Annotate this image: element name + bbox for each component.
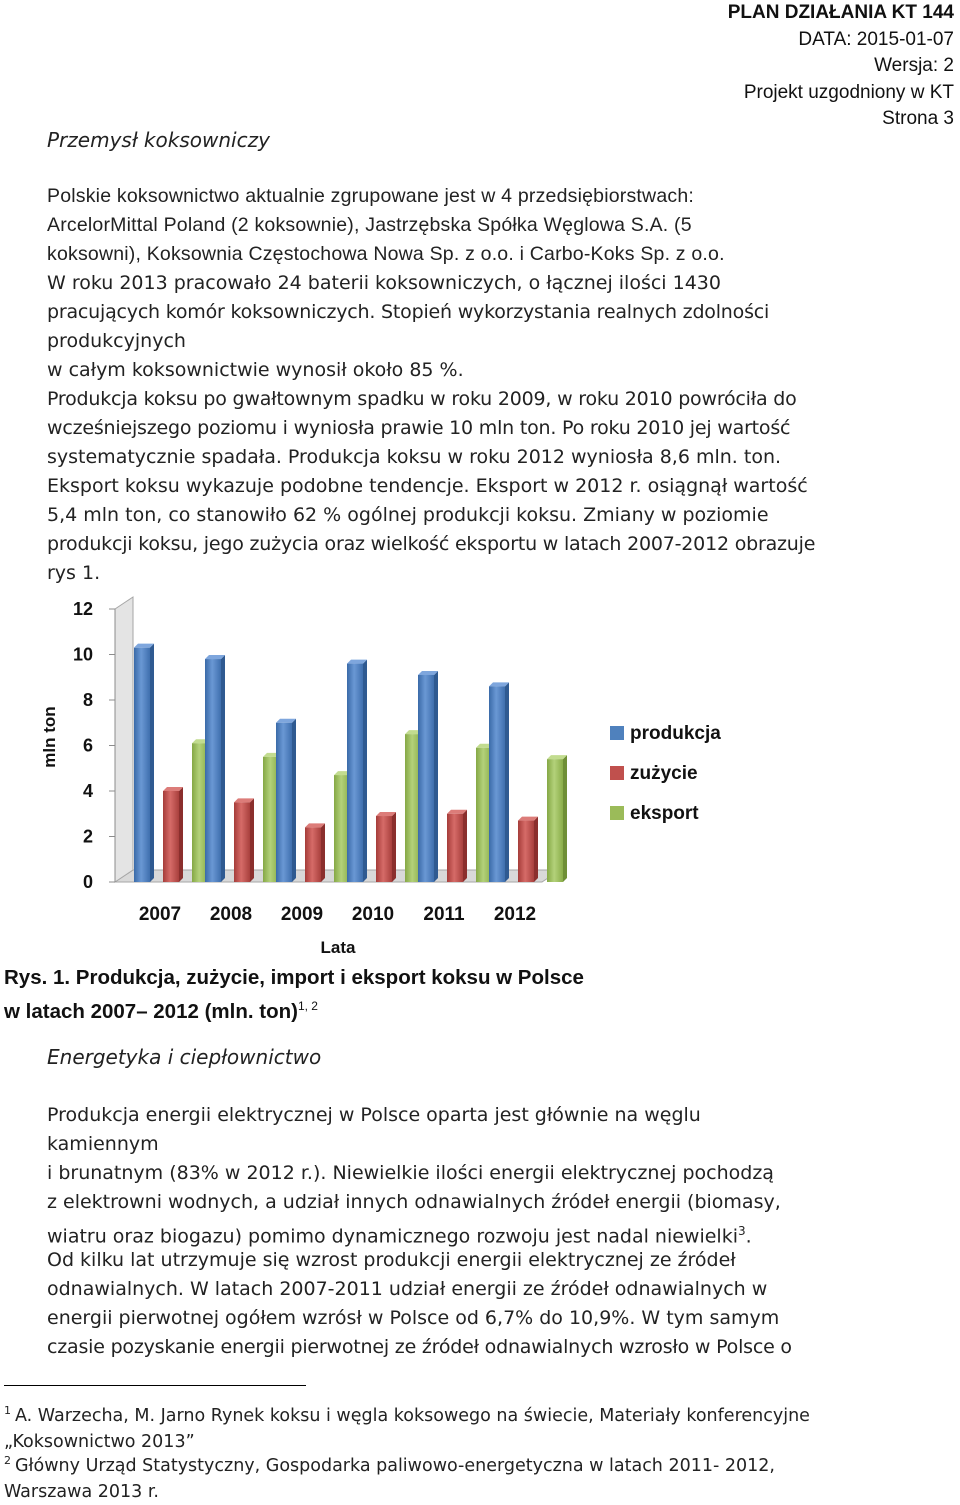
page-number: Strona 3 <box>882 108 954 129</box>
paragraph-line: Polskie koksownictwo aktualnie zgrupowane jest w 4 przedsiębiorstwach: <box>47 185 694 207</box>
bar-side <box>250 798 254 882</box>
paragraph-line: Produkcja koksu po gwałtownym spadku w roku 2009, w roku 2010 powróciła do <box>47 388 797 410</box>
bar-side <box>363 660 367 882</box>
paragraph-line: 5,4 mln ton, co stanowiło 62 % ogólnej produkcji koksu. Zmiany w poziomie <box>47 504 769 526</box>
bar-produkcja-2008 <box>205 659 221 882</box>
legend-label: eksport <box>630 803 699 824</box>
bar-produkcja-2009 <box>276 723 292 882</box>
paragraph-line: produkcji koksu, jego zużycia oraz wielkość eksportu w latach 2007-2012 obrazuje <box>47 533 816 555</box>
document-header <box>534 0 954 133</box>
caption-line-text: w latach 2007– 2012 (mln. ton) <box>4 999 298 1023</box>
document-status: Projekt uzgodniony w KT <box>743 81 954 103</box>
bar-produkcja-2012 <box>489 686 505 882</box>
paragraph-line: kamiennym <box>47 1133 159 1155</box>
caption-footnote-refs: 1, 2 <box>297 999 318 1013</box>
x-axis-label: Lata <box>320 938 356 957</box>
paragraph-line: w całym koksownictwie wynosił około 85 %. <box>47 359 464 381</box>
footnote-text: A. Warzecha, M. Jarno Rynek koksu i węgla koksowego na świecie, Materiały konferencyjne <box>15 1405 810 1426</box>
paragraph-line: Produkcja energii elektrycznej w Polsce oparta jest głównie na węglu <box>47 1104 701 1126</box>
figure-caption <box>4 963 584 1026</box>
paragraph-line: W roku 2013 pracowało 24 baterii koksowniczych, o łącznej ilości 1430 <box>47 272 721 294</box>
footnote-2 <box>4 1448 954 1505</box>
paragraph-line: koksowni), Koksownia Częstochowa Nowa Sp. z o.o. i Carbo-Koks Sp. z o.o. <box>47 243 725 265</box>
section-title-coke: Przemysł koksowniczy <box>47 128 270 152</box>
document-date: DATA: 2015-01-07 <box>798 28 954 50</box>
bar-side <box>321 823 325 882</box>
bar-zużycie-2012 <box>518 821 534 882</box>
bar-zużycie-2007 <box>163 791 179 882</box>
legend-label: zużycie <box>630 763 698 784</box>
paragraph-line: wcześniejszego poziomu i wyniosła prawie 10 mln ton. Po roku 2010 jej wartość <box>47 417 791 439</box>
footnote-number: 2 <box>4 1454 11 1467</box>
x-tick-label: 2009 <box>280 904 324 925</box>
y-tick-label: 6 <box>82 735 93 756</box>
footnote-1 <box>4 1398 954 1455</box>
paragraph-line: systematycznie spadała. Produkcja koksu w roku 2012 wyniosła 8,6 mln. ton. <box>47 446 782 468</box>
bar-zużycie-2010 <box>376 816 392 882</box>
bar-side <box>292 719 296 882</box>
legend-swatch <box>610 726 624 740</box>
paragraph-line-text: wiatru oraz biogazu) pomimo dynamicznego rozwoju jest nadal niewielki <box>47 1225 738 1248</box>
footnote-text: Warszawa 2013 r. <box>4 1481 159 1502</box>
bar-side <box>505 682 509 882</box>
x-tick-label: 2012 <box>493 904 537 925</box>
legend-label: produkcja <box>630 723 721 744</box>
paragraph-line: ArcelorMittal Poland (2 koksownie), Jastrzębska Spółka Węglowa S.A. (5 <box>47 214 692 236</box>
footnote-text: „Koksownictwo 2013” <box>4 1431 195 1452</box>
y-axis-label: mln ton <box>40 706 59 768</box>
paragraph-line: pracujących komór koksowniczych. Stopień wykorzystania realnych zdolności <box>47 301 770 323</box>
bar-produkcja-2007 <box>134 648 150 882</box>
document-version: Wersja: 2 <box>874 55 954 76</box>
section-title-energy: Energetyka i ciepłownictwo <box>47 1045 322 1069</box>
bar-side <box>221 655 225 882</box>
y-tick-label: 8 <box>82 690 93 710</box>
caption-line <box>4 992 584 1026</box>
paragraph-line: czasie pozyskanie energii pierwotnej ze źródeł odnawialnych wzrosło w Polsce o <box>47 1336 792 1358</box>
paragraph-line: odnawialnych. W latach 2007-2011 udział energii ze źródeł odnawialnych w <box>47 1278 768 1300</box>
paragraph-line: Eksport koksu wykazuje podobne tendencje. Eksport w 2012 r. osiągnął wartość <box>47 475 808 497</box>
y-tick-label: 10 <box>72 644 93 665</box>
paragraph-line: energii pierwotnej ogółem wzrósł w Polsce od 6,7% do 10,9%. W tym samym <box>47 1307 780 1329</box>
chart-legend <box>610 723 721 824</box>
section-energy-body <box>47 1101 955 1362</box>
bar-zużycie-2011 <box>447 814 463 882</box>
paragraph-line: i brunatnym (83% w 2012 r.). Niewielkie ilości energii elektrycznej pochodzą <box>47 1162 774 1184</box>
x-tick-label: 2008 <box>209 904 253 925</box>
x-axis <box>139 904 536 925</box>
x-tick-label: 2007 <box>138 904 182 925</box>
footnote-separator <box>4 1385 306 1386</box>
paragraph-line: produkcyjnych <box>47 330 186 352</box>
y-tick-label: 12 <box>72 599 93 619</box>
bar-side <box>434 671 438 882</box>
bar-side <box>463 810 467 882</box>
plan-title: PLAN DZIAŁANIA KT 144 <box>727 2 954 23</box>
bar-produkcja-2010 <box>347 664 363 882</box>
bar-zużycie-2008 <box>234 802 250 882</box>
bar-series <box>134 644 567 882</box>
legend-swatch <box>610 806 624 820</box>
footnote-number: 1 <box>4 1404 11 1417</box>
paragraph-line: rys 1. <box>47 562 101 584</box>
y-tick-label: 4 <box>82 781 93 801</box>
coke-bar-chart <box>0 580 960 960</box>
bar-zużycie-2009 <box>305 827 321 882</box>
paragraph-line: Od kilku lat utrzymuje się wzrost produkcji energii elektrycznej ze źródeł <box>47 1249 736 1271</box>
bar-eksport-2012 <box>547 759 563 882</box>
x-tick-label: 2011 <box>423 904 465 925</box>
bar-side <box>179 787 183 882</box>
bar-produkcja-2011 <box>418 675 434 882</box>
y-axis <box>73 599 115 892</box>
bar-side <box>534 817 538 882</box>
footnote-text: Główny Urząd Statystyczny, Gospodarka paliwowo-energetyczna w latach 2011- 2012, <box>15 1455 775 1476</box>
paragraph-line: z elektrowni wodnych, a udział innych odnawialnych źródeł energii (biomasy, <box>47 1191 781 1213</box>
caption-line: Rys. 1. Produkcja, zużycie, import i eksport koksu w Polsce <box>4 966 584 989</box>
y-tick-label: 2 <box>82 826 93 847</box>
bar-side <box>563 755 567 882</box>
section-coke-body <box>47 182 955 588</box>
x-tick-label: 2010 <box>351 904 395 925</box>
y-tick-label: 0 <box>82 872 93 892</box>
bar-side <box>150 644 154 882</box>
legend-swatch <box>610 766 624 780</box>
sentence-end: . <box>745 1225 752 1248</box>
paragraph-line <box>47 1217 955 1246</box>
footnote-ref-3: 3 <box>738 1224 746 1238</box>
bar-side <box>392 812 396 882</box>
